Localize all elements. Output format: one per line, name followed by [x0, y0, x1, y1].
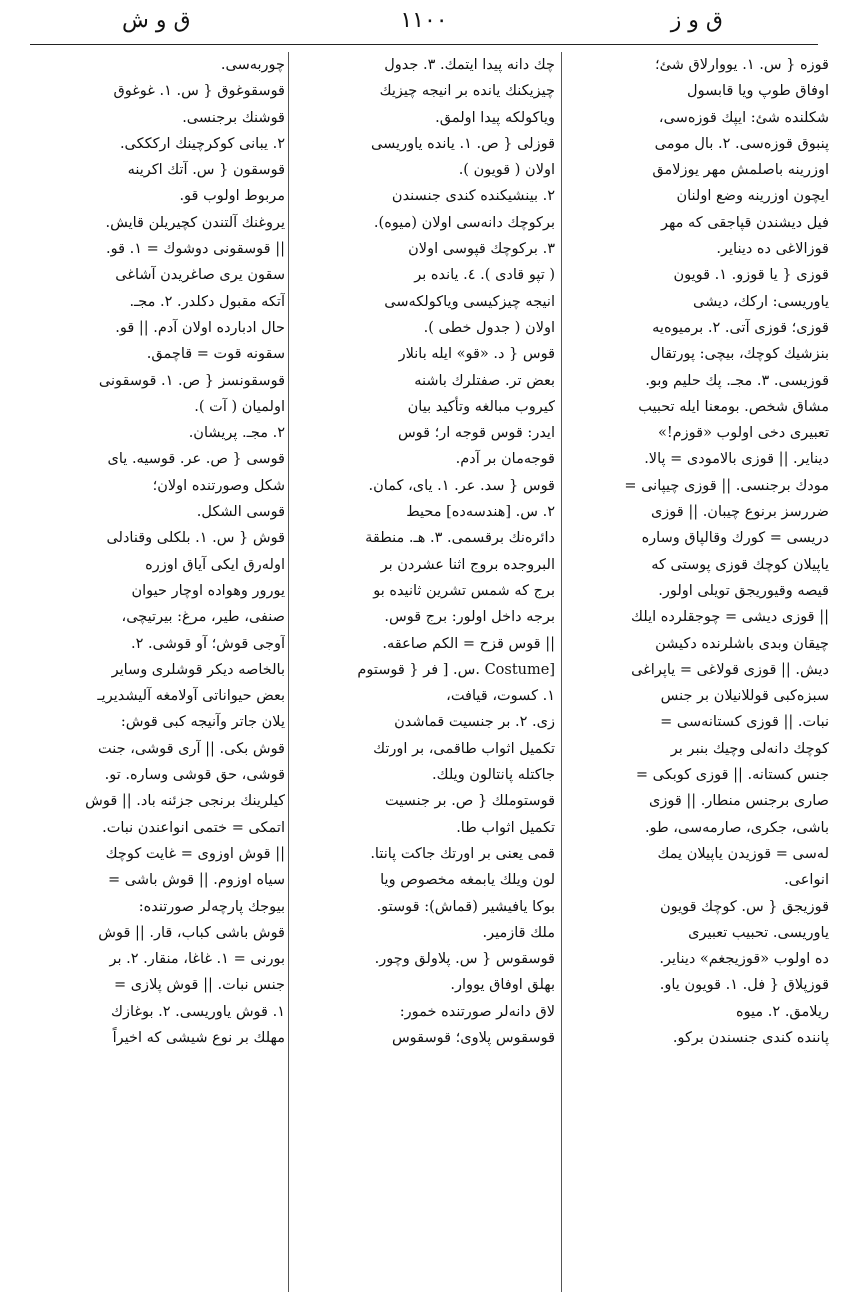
- text-line: له‌سى = قوزيدن ياپيلان يمك: [657, 845, 829, 862]
- text-line: ياپيلان كوچك قوزى پوستى كه: [651, 556, 829, 573]
- text-line: چوربه‌سى.: [220, 57, 285, 73]
- text-line: چيقان وبدى باشلرنده دكيشن: [655, 635, 829, 652]
- column-middle: [293, 52, 555, 1312]
- text-line: كوچك دانه‌لى وچيك بنبر بر: [670, 740, 829, 757]
- text-line: برج كه شمس تشرين ثانيده بو: [373, 582, 555, 599]
- text-line: ٢. مجـ. پريشان.: [188, 425, 285, 442]
- text-line: برجه داخل اولور: برج قوس.: [384, 609, 555, 626]
- text-line: باشى، جكرى، صارمه‌سى، طو.: [644, 819, 829, 836]
- text-line: ( تپو قادى ). ٤. يانده بر: [414, 267, 555, 284]
- header-left-letters: ق و ش: [122, 8, 191, 33]
- column-divider: [288, 52, 289, 1292]
- text-line: جاكتله پانتالون ويلك.: [432, 767, 555, 784]
- text-line: آوجى قوش؛ آو قوشى. ٢.: [131, 635, 285, 652]
- column-right: [567, 52, 829, 1312]
- text-line: ديناير. || قوزى بالامودى = پالا.: [644, 451, 829, 468]
- text-line: قوس { سد. عر. ١. ياى، كمان.: [368, 477, 555, 494]
- text-line: قوسقوغوق { س. ١. غوغوق: [113, 83, 285, 100]
- text-line: ديش. || قوزى قولاغى = ياپراغى: [631, 661, 829, 678]
- text-line: دريسى = كورك وقالپاق وساره: [641, 530, 829, 547]
- text-line: ايدر: قوس قوجه ار؛ قوس: [397, 425, 555, 442]
- text-line: لاق دانه‌لر صورتنده خمور:: [399, 1003, 555, 1020]
- text-line: انواعى.: [784, 872, 829, 889]
- text-line: ١. قوش ياوريسى. ٢. بوغازك: [111, 1003, 285, 1020]
- text-line: قوزه { س. ١. يووارلاق شئ؛: [655, 57, 829, 73]
- text-line: قوزى { يا قوزو. ١. قويون: [673, 267, 829, 284]
- text-line: قوش بكى. || آرى قوشى، جنت: [98, 740, 285, 757]
- text-line: مهلك بر نوع شيشى كه اخيراً: [112, 1029, 285, 1046]
- text-line: قوسقوس { س. پلاولق وچور.: [374, 951, 555, 968]
- text-line: صارى برجنس منطار. || قوزى: [649, 793, 829, 810]
- text-line: قوسى الشكل.: [196, 504, 285, 521]
- header-right-letters: ق و ز: [670, 8, 723, 33]
- text-line: ٢. يبانى كوكرچينك اركككى.: [119, 135, 285, 152]
- text-line: ١. كسوت، قيافت،: [446, 688, 555, 705]
- text-line: كيلرينك برنجى جزئنه باد. || قوش: [85, 793, 285, 810]
- text-line: يورور وهواده اوچار حيوان: [131, 582, 285, 599]
- text-line: ريلامق. ٢. ميوه: [735, 1003, 829, 1020]
- text-line: || قوش اوزوى = غايت كوچك: [105, 845, 285, 862]
- text-line: قوستوملك { ص. بر جنسيت: [385, 793, 555, 810]
- text-line: قوشنك برجنسى.: [182, 109, 285, 126]
- text-line: بعض حيواناتى آولامغه آليشديريـ: [97, 688, 285, 705]
- text-line: قوشى، حق قوشى وساره. تو.: [104, 767, 285, 784]
- text-line: صنفى، طير، مرغ: بيرتيچى،: [121, 609, 285, 626]
- text-line: نبات. || قوزى كستانه‌سى =: [660, 714, 829, 731]
- text-line: پنبوق قوزه‌سى. ٢. بال مومى: [654, 135, 829, 152]
- text-line: جنس نبات. || قوش پلازى =: [113, 977, 285, 994]
- text-line: قوزالاغى ده ديناير.: [716, 241, 829, 258]
- text-line: بعض تر. صفتلرك باشنه: [414, 372, 555, 389]
- text-line: بهلق اوفاق يووار.: [450, 977, 555, 994]
- text-line: قوسى { ص. عر. قوسيه. ياى: [107, 451, 285, 468]
- text-line: آتكه مقبول دكلدر. ٢. مجـ.: [129, 293, 285, 310]
- page-number: ١١٠٠: [400, 8, 448, 33]
- column-divider: [561, 52, 562, 1292]
- text-line: قوزپلاق { فل. ١. قويون ياو.: [659, 977, 829, 994]
- text-line: تعبيرى دخى اولوب «قوزم!»: [657, 425, 829, 442]
- text-line: ايچون اوزرينه وضع اولنان: [676, 188, 829, 205]
- text-line: سياه اوزوم. || قوش باشى =: [108, 872, 285, 889]
- text-line: بنزشيك كوچك، بيچى: پورتقال: [650, 346, 829, 363]
- text-line: يروغنك آلتندن كچيريلن قايش.: [105, 214, 285, 231]
- text-line: بورنى = ١. غاغا، منقار. ٢. بر: [109, 951, 285, 968]
- text-line: بالخاصه ديكر قوشلرى وساير: [111, 661, 285, 678]
- text-line: تكميل اثواب طا.: [456, 819, 555, 836]
- text-line: قوجه‌مان بر آدم.: [455, 451, 555, 468]
- text-line: اوزرينه باصلمش مهر يوزلامق: [652, 162, 829, 179]
- text-line: جنس كستانه. || قوزى كوبكى =: [635, 767, 829, 784]
- text-line: بركوچك دانه‌سى اولان (ميوه).: [373, 214, 555, 231]
- text-line: سقونه قوت = قاچمق.: [146, 346, 285, 363]
- text-line: مشاق شخص. بومعنا ايله تحبيب: [638, 398, 829, 415]
- text-line: وياكولكه پيدا اولمق.: [435, 109, 555, 126]
- text-line: قوزى؛ قوزى آتى. ٢. برميوه‌يه: [652, 319, 829, 336]
- header-rule: [30, 44, 818, 45]
- text-line: سقون يرى صاغريدن آشاغى: [115, 267, 285, 284]
- text-line: اولان ( قويون ).: [458, 162, 555, 179]
- text-line: دائره‌نك برقسمى. ٣. هـ. منطقة: [365, 530, 555, 547]
- column-left: [30, 52, 285, 1312]
- text-line: اولميان ( آت ).: [194, 398, 285, 415]
- text-line: چك دانه پيدا ايتمك. ٣. جدول: [384, 57, 555, 73]
- text-line: قوس { د. «قو» ايله بانلار: [398, 346, 555, 363]
- text-line: تكميل اثواب طاقمى، بر اورتك: [373, 740, 555, 757]
- text-line: مربوط اولوب قو.: [179, 188, 285, 205]
- text-line: مودك برجنسى. || قوزى چيپانى =: [624, 477, 829, 494]
- text-line: بوكا يافيشير (قماش): قوستو.: [376, 898, 555, 915]
- text-line: قوش باشى كباب، قار. || قوش: [98, 924, 285, 941]
- text-line: اوله‌رق ايكى آياق اوزره: [145, 556, 285, 573]
- text-line: لون ويلك يابمغه مخصوص ويا: [380, 872, 555, 889]
- text-line: شكل وصورتنده اولان؛: [152, 477, 285, 494]
- text-line: اوفاق طوپ ويا قابسول: [687, 83, 829, 100]
- text-line: قوزيجق { س. كوچك قويون: [659, 898, 829, 915]
- text-line: انيجه چيزكيسى وياكولكه‌سى: [384, 293, 555, 310]
- text-line: قوزلى { ص. ١. يانده ياوريسى: [371, 135, 555, 152]
- text-line: ٣. بركوچك قپوسى اولان: [408, 241, 555, 258]
- text-line: قوسقوس پلاوى؛ قوسقوس: [391, 1029, 555, 1046]
- text-line: [Costume .س. [ فر { قوستوم: [357, 661, 555, 678]
- text-line: ٢. بينشيكنده كندى جنسندن: [391, 188, 555, 205]
- text-line: سبزه‌كبى قوللانيلان بر جنس: [660, 688, 829, 705]
- text-line: اتمكى = ختمى انواعندن نبات.: [102, 819, 285, 836]
- text-line: قوش { س. ١. بلكلى وقنادلى: [106, 530, 285, 547]
- text-line: قوسقونسز { ص. ١. قوسقونى: [98, 372, 285, 389]
- text-line: شكلنده شئ: ايپك قوزه‌سى،: [658, 109, 829, 126]
- text-line: يلان جاتر وآنيجه كبى قوش:: [120, 714, 285, 731]
- text-line: چيزيكنك يانده بر انيجه چيزيك: [379, 83, 555, 100]
- text-line: ياوريسى. تحبيب تعبيرى: [688, 924, 829, 941]
- text-line: حال ادبارده اولان آدم. || قو.: [115, 319, 285, 336]
- text-line: كيروب مبالغه وتأكيد بيان: [407, 398, 555, 415]
- text-line: ٢. س. [هندسه‌ده] محيط: [406, 504, 555, 521]
- text-line: قمى يعنى بر اورتك جاكت پانتا.: [370, 845, 555, 862]
- text-line: زى. ٢. بر جنسيت قماشدن: [394, 714, 555, 731]
- text-line: || قوسقونى دوشوك = ١. قو.: [106, 241, 285, 258]
- text-line: قوسقون { س. آتك اكرينه: [127, 162, 285, 179]
- text-line: ده اولوب «قوزيجغم» ديناير.: [659, 951, 829, 968]
- text-line: البروجده بروج اثنا عشردن بر: [380, 556, 555, 573]
- page-header: [30, 8, 818, 40]
- text-line: || قوزى ديشى = چوجقلرده ايلك: [631, 609, 829, 626]
- text-line: ملك قازمير.: [482, 924, 555, 941]
- text-line: ياوريسى: اركك، ديشى: [693, 293, 829, 310]
- text-line: پاننده كندى جنسندن بركو.: [672, 1029, 829, 1046]
- text-line: ضررسز برنوع چيبان. || قوزى: [650, 504, 829, 521]
- text-line: بيوجك پارچه‌لر صورتنده:: [138, 898, 285, 915]
- text-line: فيل ديشندن قپاجقى كه مهر: [660, 214, 829, 231]
- text-line: اولان ( جدول خطى ).: [423, 319, 555, 336]
- text-line: قوزيسى. ٣. مجـ. پك حليم وبو.: [645, 372, 829, 389]
- text-line: قيصه وقيوريجق تويلى اولور.: [658, 582, 829, 599]
- text-line: || قوس قزح = الكم صاعقه.: [382, 635, 555, 652]
